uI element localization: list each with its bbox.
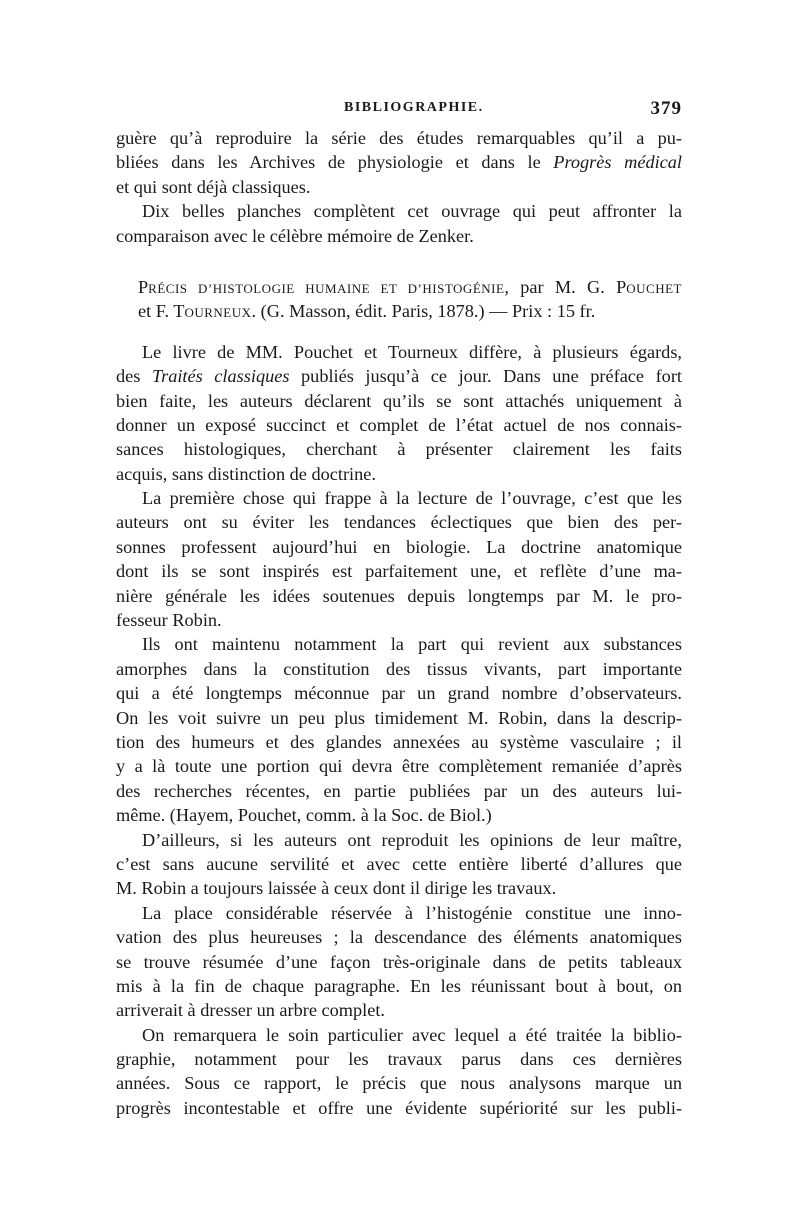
text-line: sonnes professent aujourd’hui en biologie. La doctrine anatomique: [116, 536, 682, 557]
body-text: [116, 126, 682, 248]
journal-title: Progrès médical: [553, 152, 682, 173]
review-heading-line: et F. TOURNEUX. (G. Masson, édit. Paris, 1878.) — Prix : 15 fr.: [138, 301, 596, 322]
page-number: 379: [650, 98, 682, 119]
text-line: La place considérable réservée à l’histogénie constitue une inno-: [142, 902, 682, 923]
text-line: La première chose qui frappe à la lecture de l’ouvrage, c’est que les: [142, 488, 682, 509]
text-line: graphie, notamment pour les travaux parus dans ces dernières: [116, 1049, 682, 1070]
text-line: dont ils se sont inspirés est parfaitement une, et reflète d’une ma-: [116, 561, 682, 582]
review-heading-line: PRÉCIS D’HISTOLOGIE HUMAINE ET D’HISTOGÉNIE, par M. G. POUCHET: [138, 276, 682, 297]
text-line: bliées dans les Archives de physiologie et dans le Progrès médical: [116, 152, 682, 173]
text-line: y a là toute une portion qui devra être complètement remaniée d’après: [116, 756, 682, 777]
text-line: tion des humeurs et des glandes annexées au système vasculaire ; il: [116, 731, 682, 752]
text-line: années. Sous ce rapport, le précis que nous analysons marque un: [116, 1073, 682, 1094]
text-line: vation des plus heureuses ; la descendance des éléments anatomiques: [116, 927, 682, 948]
text-line: Le livre de MM. Pouchet et Tourneux diffère, à plusieurs égards,: [142, 341, 682, 362]
text-line: M. Robin a toujours laissée à ceux dont il dirige les travaux.: [116, 878, 557, 899]
cited-title: Traités classiques: [151, 366, 290, 387]
text-line: auteurs ont su éviter les tendances éclectiques que bien des per-: [116, 512, 682, 533]
text-line: acquis, sans distinction de doctrine.: [116, 463, 376, 484]
text-line: amorphes dans la constitution des tissus vivants, part importante: [116, 658, 682, 679]
text-line: progrès incontestable et offre une évidente supériorité sur les publi-: [116, 1097, 682, 1118]
text-line: et qui sont déjà classiques.: [116, 176, 311, 197]
text-line: Dix belles planches complètent cet ouvrage qui peut affronter la: [142, 201, 682, 222]
text-line: donner un exposé succinct et complet de l’état actuel de nos connais-: [116, 414, 682, 435]
text-line: qui a été longtemps méconnue par un grand nombre d’observateurs.: [116, 683, 682, 704]
text-line: des recherches récentes, en partie publiées par un des auteurs lui-: [116, 780, 682, 801]
text-line: Ils ont maintenu notamment la part qui revient aux substances: [142, 634, 682, 655]
text-line: guère qu’à reproduire la série des études remarquables qu’il a pu-: [116, 128, 682, 148]
running-title: BIBLIOGRAPHIE.: [344, 100, 484, 115]
text-line: arriverait à dresser un arbre complet.: [116, 1000, 386, 1021]
review-body: [116, 340, 682, 1121]
text-line: bien faite, les auteurs déclarent qu’ils se sont attachés uniquement à: [116, 390, 682, 411]
text-line: nière générale les idées soutenues depuis longtemps par M. le pro-: [116, 585, 682, 606]
text-line: On les voit suivre un peu plus timidement M. Robin, dans la descrip-: [116, 707, 682, 728]
page: [116, 98, 682, 1120]
text-line: D’ailleurs, si les auteurs ont reproduit les opinions de leur maître,: [142, 829, 682, 850]
text-line: comparaison avec le célèbre mémoire de Zenker.: [116, 225, 474, 246]
text-line: sances histologiques, cherchant à présenter clairement les faits: [116, 439, 682, 460]
text-line: des Traités classiques publiés jusqu’à ce jour. Dans une préface fort: [116, 366, 682, 387]
text-line: mis à la fin de chaque paragraphe. En les réunissant bout à bout, on: [116, 975, 682, 996]
text-line: c’est sans aucune servilité et avec cette entière liberté d’allures que: [116, 853, 682, 874]
text-line: se trouve résumée d’une façon très-originale dans de petits tableaux: [116, 951, 682, 972]
text-line: même. (Hayem, Pouchet, comm. à la Soc. de Biol.): [116, 805, 492, 826]
text-line: fesseur Robin.: [116, 610, 222, 631]
review-heading: [116, 275, 682, 324]
running-head: [116, 98, 682, 126]
text-line: On remarquera le soin particulier avec lequel a été traitée la biblio-: [142, 1024, 682, 1045]
